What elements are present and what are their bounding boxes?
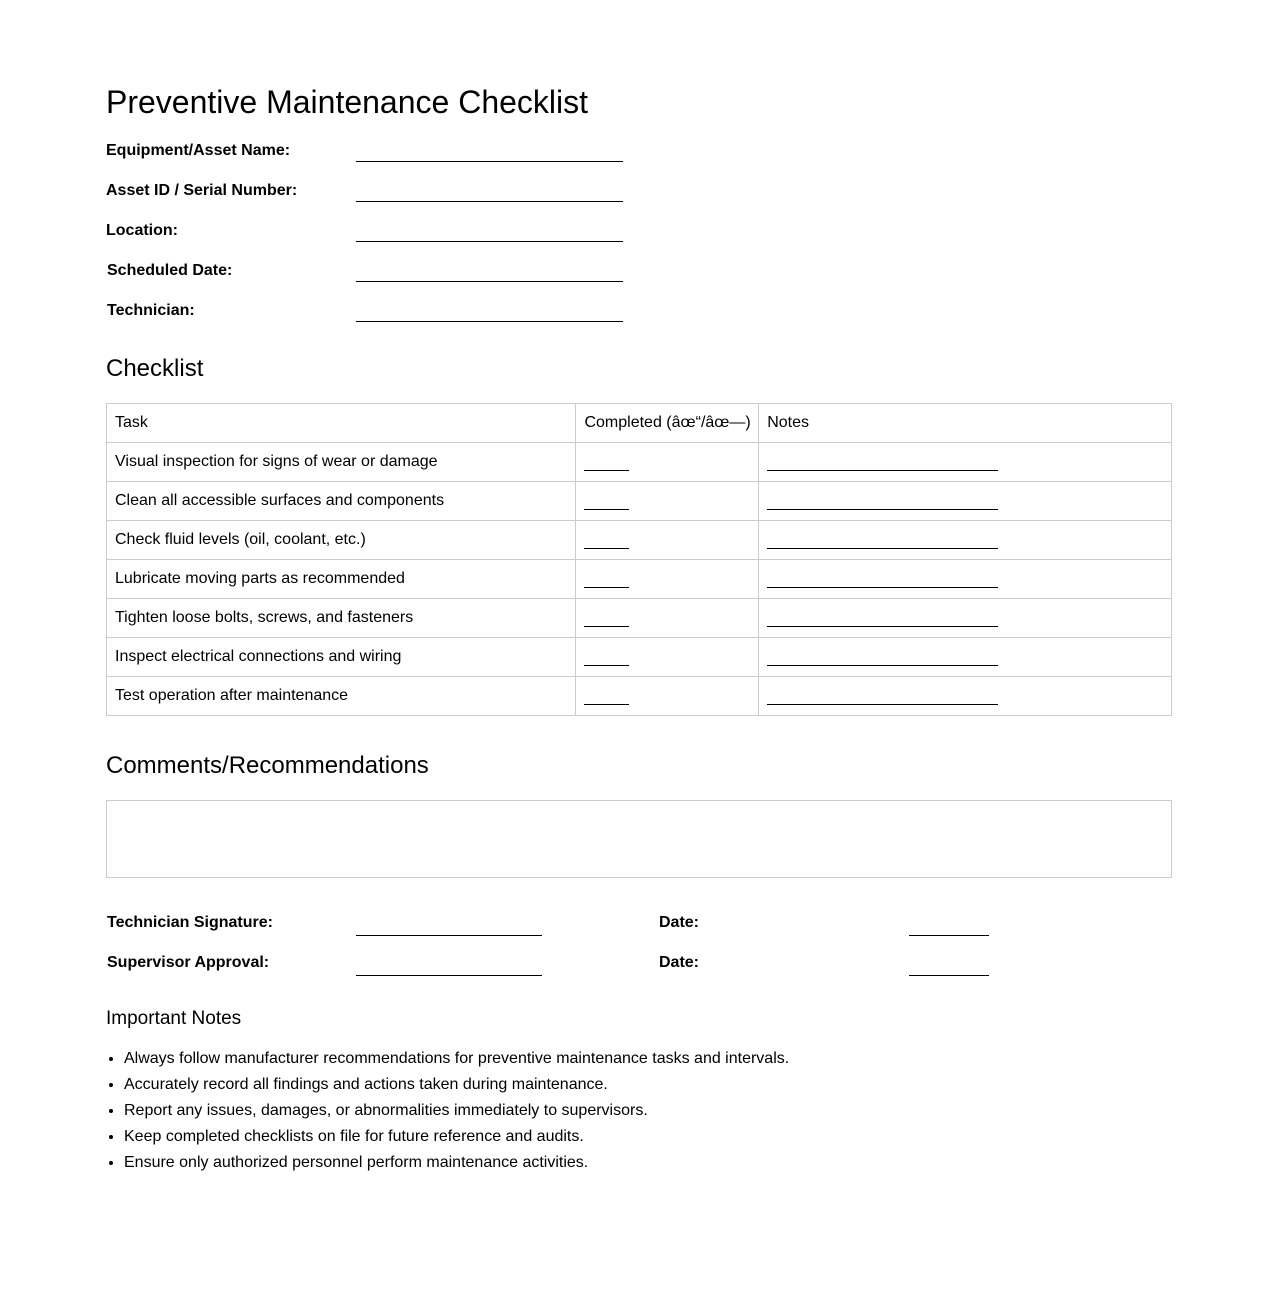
asset-id-input-line[interactable] — [356, 201, 623, 202]
notes-cell — [759, 443, 1172, 482]
checklist-heading: Checklist — [106, 355, 204, 382]
task-cell: Inspect electrical connections and wiring — [107, 638, 576, 677]
completed-cell — [576, 521, 759, 560]
list-item: • Accurately record all findings and actions taken during maintenance. — [124, 1072, 1124, 1098]
field-scheduled-date — [106, 261, 806, 285]
supervisor-approval-label: Supervisor Approval: — [107, 954, 270, 971]
table-header-row — [107, 404, 1172, 443]
table-row — [107, 443, 1172, 482]
notes-blank[interactable] — [767, 509, 998, 510]
completed-cell — [576, 677, 759, 716]
notes-blank[interactable] — [767, 626, 998, 627]
supervisor-approval-row — [106, 953, 1106, 977]
completed-cell — [576, 638, 759, 677]
completed-cell — [576, 482, 759, 521]
task-cell: Visual inspection for signs of wear or damage — [107, 443, 576, 482]
table-row — [107, 560, 1172, 599]
task-cell: Lubricate moving parts as recommended — [107, 560, 576, 599]
field-label: Asset ID / Serial Number: — [106, 182, 298, 199]
supervisor-date-line[interactable] — [909, 975, 989, 976]
notes-blank[interactable] — [767, 548, 998, 549]
notes-cell — [759, 521, 1172, 560]
completed-blank[interactable] — [584, 548, 629, 549]
completed-blank[interactable] — [584, 470, 629, 471]
list-item: • Report any issues, damages, or abnormalities immediately to supervisors. — [124, 1098, 1124, 1124]
table-row — [107, 521, 1172, 560]
completed-blank[interactable] — [584, 626, 629, 627]
table-row — [107, 482, 1172, 521]
column-header-task: Task — [107, 404, 576, 443]
task-cell: Check fluid levels (oil, coolant, etc.) — [107, 521, 576, 560]
important-notes-list — [106, 1046, 1124, 1176]
equipment-name-input-line[interactable] — [356, 161, 623, 162]
notes-cell — [759, 599, 1172, 638]
field-label: Location: — [106, 222, 178, 239]
comments-heading: Comments/Recommendations — [106, 752, 429, 779]
completed-blank[interactable] — [584, 704, 629, 705]
technician-input-line[interactable] — [356, 321, 623, 322]
notes-cell — [759, 638, 1172, 677]
comments-textarea[interactable] — [106, 800, 1172, 878]
table-row — [107, 638, 1172, 677]
field-location — [106, 221, 806, 245]
scheduled-date-input-line[interactable] — [356, 281, 623, 282]
completed-blank[interactable] — [584, 587, 629, 588]
technician-signature-row — [106, 913, 1106, 937]
technician-date-line[interactable] — [909, 935, 989, 936]
list-item: • Ensure only authorized personnel perform maintenance activities. — [124, 1150, 1124, 1176]
completed-cell — [576, 560, 759, 599]
list-item: • Always follow manufacturer recommendations for preventive maintenance tasks and intervals. — [124, 1046, 1124, 1072]
task-cell: Clean all accessible surfaces and components — [107, 482, 576, 521]
notes-cell — [759, 560, 1172, 599]
supervisor-approval-line[interactable] — [356, 975, 542, 976]
field-technician — [106, 301, 806, 325]
completed-blank[interactable] — [584, 509, 629, 510]
notes-blank[interactable] — [767, 587, 998, 588]
field-asset-id — [106, 181, 806, 205]
column-header-notes: Notes — [759, 404, 1172, 443]
important-notes-heading: Important Notes — [106, 1008, 242, 1029]
page-title: Preventive Maintenance Checklist — [106, 84, 589, 120]
notes-blank[interactable] — [767, 704, 998, 705]
table-row — [107, 599, 1172, 638]
completed-cell — [576, 599, 759, 638]
field-label: Technician: — [107, 302, 195, 319]
notes-cell — [759, 482, 1172, 521]
column-header-completed: Completed (âœ“/âœ—) — [576, 404, 759, 443]
completed-blank[interactable] — [584, 665, 629, 666]
supervisor-date-label: Date: — [659, 954, 700, 971]
technician-signature-label: Technician Signature: — [107, 914, 273, 931]
task-cell: Tighten loose bolts, screws, and fasteners — [107, 599, 576, 638]
technician-date-label: Date: — [659, 914, 700, 931]
location-input-line[interactable] — [356, 241, 623, 242]
technician-signature-line[interactable] — [356, 935, 542, 936]
list-item: • Keep completed checklists on file for future reference and audits. — [124, 1124, 1124, 1150]
notes-blank[interactable] — [767, 470, 998, 471]
field-label: Equipment/Asset Name: — [106, 142, 291, 159]
table-row — [107, 677, 1172, 716]
field-equipment-name — [106, 141, 806, 165]
notes-blank[interactable] — [767, 665, 998, 666]
notes-cell — [759, 677, 1172, 716]
completed-cell — [576, 443, 759, 482]
task-cell: Test operation after maintenance — [107, 677, 576, 716]
field-label: Scheduled Date: — [107, 262, 233, 279]
checklist-table — [106, 403, 1172, 716]
